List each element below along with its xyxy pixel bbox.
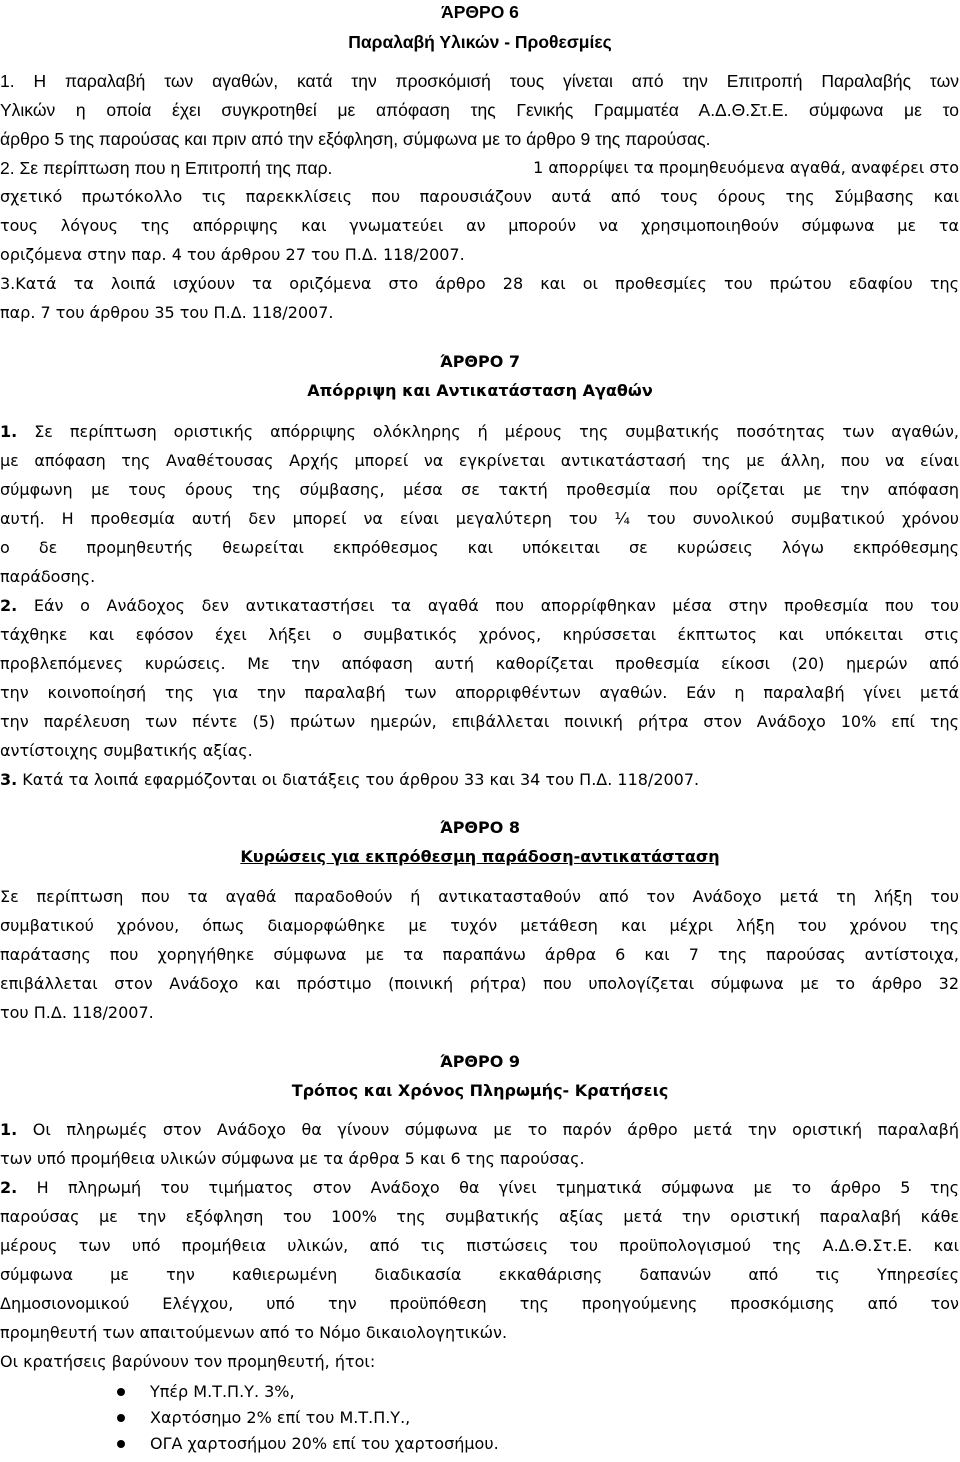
art6-para2-start: 2. Σε περίπτωση που η Επιτροπή της παρ. <box>0 158 333 178</box>
art9-para1-text: Οι πληρωμές στον Ανάδοχο θα γίνουν σύμφωνα με το παρόν άρθρο μετά την οριστική παραλαβή <box>17 1120 959 1139</box>
art7-para1-line: σύμφωνη με τους όρους της σύμβασης, μέσα σε τακτή προθεσμία που ορίζεται με την απόφαση <box>0 480 959 499</box>
article-6-subtitle: Παραλαβή Υλικών - Προθεσμίες <box>348 32 612 52</box>
art6-para2-line-1 <box>0 158 959 178</box>
art8-para-line: του Π.Δ. 118/2007. <box>0 1003 154 1022</box>
bullet-icon <box>117 1388 125 1396</box>
art7-para2-line: αντίστοιχης συμβατικής αξίας. <box>0 741 253 760</box>
art7-para1-line: με απόφαση της Αναθέτουσας Αρχής μπορεί να εγκρίνεται αντικατάστασή της με άλλη, που να είναι <box>0 451 959 470</box>
art6-para1-line: 1. Η παραλαβή των αγαθών, κατά την προσκόμισή τους γίνεται από την Επιτροπή Παραλαβής των <box>0 71 959 91</box>
art7-para2-text: Εάν ο Ανάδοχος δεν αντικαταστήσει τα αγαθά που απορρίφθηκαν μέσα στην προθεσμία που του <box>17 596 959 615</box>
art7-para1-line-1 <box>0 422 959 442</box>
article-8-title: ΆΡΘΡΟ 8 <box>439 818 521 837</box>
article-7-subtitle: Απόρριψη και Αντικατάσταση Αγαθών <box>307 381 653 400</box>
bullet-icon <box>117 1414 125 1422</box>
art6-para2-cont: 1 απορρίψει τα προμηθευόμενα αγαθά, αναφέρει στο <box>533 158 959 177</box>
art8-para-line: Σε περίπτωση που τα αγαθά παραδοθούν ή αντικατασταθούν από τον Ανάδοχο μετά τη λήξη του <box>0 887 959 906</box>
article-6-title: ΆΡΘΡΟ 6 <box>441 2 519 22</box>
art9-para2-line: προμηθευτή των απαιτούμενων από το Νόμο δικαιολογητικών. <box>0 1323 508 1342</box>
art7-para1-number: 1. <box>0 422 18 441</box>
art7-para2-line: προβλεπόμενες κυρώσεις. Με την απόφαση αυτή καθορίζεται προθεσμία είκοσι (20) ημερών από <box>0 654 959 673</box>
art6-para2-line: οριζόμενα στην παρ. 4 του άρθρου 27 του Π.Δ. 118/2007. <box>0 245 465 264</box>
art8-para-line: επιβάλλεται στον Ανάδοχο και πρόστιμο (ποινική ρήτρα) που υπολογίζεται σύμφωνα με το άρθρο 32 <box>0 974 959 993</box>
art9-para2-line: σύμφωνα με την καθιερωμένη διαδικασία εκκαθάρισης δαπανών από τις Υπηρεσίες <box>0 1265 959 1284</box>
article-9-title: ΆΡΘΡΟ 9 <box>439 1052 521 1071</box>
art6-para2-line: σχετικό πρωτόκολλο τις παρεκκλίσεις που παρουσιάζουν αυτά από τους όρους της Σύμβασης και <box>0 187 959 206</box>
kratisi-list-item: Υπέρ Μ.Τ.Π.Υ. 3%, <box>150 1382 295 1401</box>
kratisi-list-item: ΟΓΑ χαρτοσήμου 20% επί του χαρτοσήμου. <box>150 1434 499 1453</box>
art9-para1-line: των υπό προμήθεια υλικών σύμφωνα με τα άρθρα 5 και 6 της παρούσας. <box>0 1149 585 1168</box>
art7-para2-line: την παρέλευση των πέντε (5) πρώτων ημερών, επιβάλλεται ποινική ρήτρα στον Ανάδοχο 10% επί της <box>0 712 959 731</box>
art9-para2-line-1 <box>0 1178 959 1198</box>
art7-para1-text: Σε περίπτωση οριστικής απόρριψης ολόκληρης ή μέρους της συμβατικής ποσότητας των αγαθών, <box>17 422 959 441</box>
art6-para1-line: άρθρο 5 της παρούσας και πριν από την εξόφληση, σύμφωνα με το άρθρο 9 της παρούσας. <box>0 129 711 149</box>
art7-para3-text: Κατά τα λοιπά εφαρμόζονται οι διατάξεις του άρθρου 33 και 34 του Π.Δ. 118/2007. <box>17 770 700 789</box>
art6-para3-line: 3.Κατά τα λοιπά ισχύουν τα οριζόμενα στο άρθρο 28 και οι προθεσμίες του πρώτου εδαφίου της <box>0 274 959 293</box>
art9-kratiseis-intro: Οι κρατήσεις βαρύνουν τον προμηθευτή, ήτοι: <box>0 1352 376 1371</box>
art9-para2-number: 2. <box>0 1178 18 1197</box>
art9-para2-line: μέρους των υπό προμήθεια υλικών, από τις πιστώσεις του προϋπολογισμού της Α.Δ.Θ.Στ.Ε. και <box>0 1236 959 1255</box>
art6-para2-line: τους λόγους της απόρριψης και γνωματεύει αν μπορούν να χρησιμοποιηθούν σύμφωνα με τα <box>0 216 959 235</box>
art9-para2-line: Δημοσιονομικού Ελέγχου, υπό την προϋπόθεση της προηγούμενης προσκόμισης από τον <box>0 1294 959 1313</box>
article-8-subtitle <box>0 847 960 867</box>
art9-para1-line-1 <box>0 1120 959 1140</box>
article-7-title: ΆΡΘΡΟ 7 <box>439 352 521 371</box>
bullet-icon <box>117 1440 125 1448</box>
article-9-subtitle: Τρόπος και Χρόνος Πληρωμής- Κρατήσεις <box>291 1081 669 1100</box>
art6-para1-line: Υλικών η οποία έχει συγκροτηθεί με απόφαση της Γενικής Γραμματέα Α.Δ.Θ.Στ.Ε. σύμφωνα με το <box>0 100 959 120</box>
art7-para3-number: 3. <box>0 770 18 789</box>
art8-para-line: παράτασης που χορηγήθηκε σύμφωνα με τα παραπάνω άρθρα 6 και 7 της παρούσας αντίστοιχα, <box>0 945 959 964</box>
art7-para1-line: ο δε προμηθευτής θεωρείται εκπρόθεσμος και υπόκειται σε κυρώσεις λόγω εκπρόθεσμης <box>0 538 959 557</box>
art7-para3-line <box>0 770 960 790</box>
art7-para2-number: 2. <box>0 596 18 615</box>
art7-para2-line: τάχθηκε και εφόσον έχει λήξει ο συμβατικός χρόνος, κηρύσσεται έκπτωτος και υπόκειται στις <box>0 625 959 644</box>
art7-para1-line: αυτή. Η προθεσμία αυτή δεν μπορεί να είναι μεγαλύτερη του ¼ του συνολικού συμβατικού χρόνου <box>0 509 959 528</box>
article-8-subtitle-text: Κυρώσεις για εκπρόθεσμη παράδοση-αντικατάσταση <box>240 847 720 866</box>
art8-para-line: συμβατικού χρόνου, όπως διαμορφώθηκε με τυχόν μετάθεση και μέχρι λήξη του χρόνου της <box>0 916 959 935</box>
art7-para1-line: παράδοσης. <box>0 567 96 586</box>
art7-para2-line-1 <box>0 596 959 616</box>
art9-para1-number: 1. <box>0 1120 18 1139</box>
art6-para3-line: παρ. 7 του άρθρου 35 του Π.Δ. 118/2007. <box>0 303 334 322</box>
art7-para2-line: την κοινοποίησή της για την παραλαβή των απορριφθέντων αγαθών. Εάν η παραλαβή γίνει μετά <box>0 683 959 702</box>
art9-para2-line: παρούσας με την εξόφληση του 100% της συμβατικής αξίας μετά την οριστική παραλαβή κάθε <box>0 1207 959 1226</box>
kratisi-list-item: Χαρτόσημο 2% επί του Μ.Τ.Π.Υ., <box>150 1408 411 1427</box>
art9-para2-text: Η πληρωμή του τιμήματος στον Ανάδοχο θα γίνει τμηματικά σύμφωνα με το άρθρο 5 της <box>17 1178 959 1197</box>
